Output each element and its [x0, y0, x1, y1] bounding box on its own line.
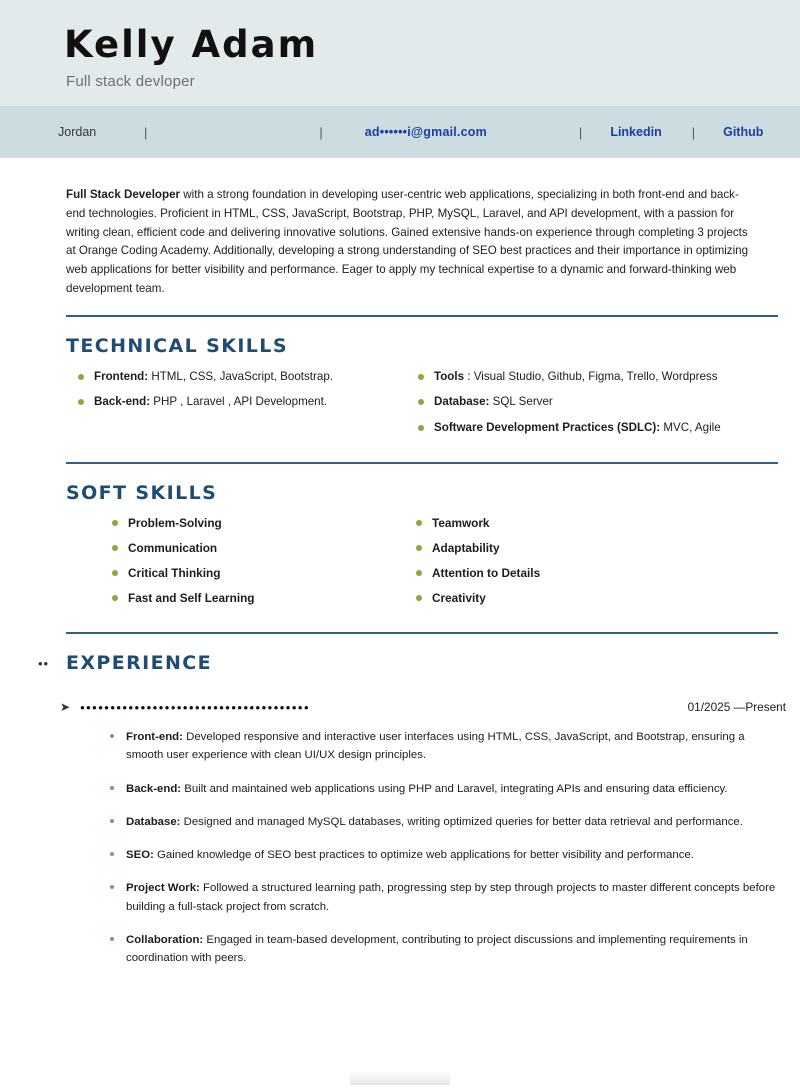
linkedin-link[interactable]: Linkedin — [610, 125, 662, 139]
technical-skills-right — [416, 369, 768, 446]
list-item — [110, 728, 784, 765]
list-item: Problem-Solving — [110, 516, 410, 530]
margin-dots-marker: •• — [38, 656, 50, 671]
skill-value: PHP , Laravel , API Development. — [150, 395, 328, 409]
section-title-soft-skills: SOFT SKILLS — [66, 482, 218, 505]
list-item — [110, 846, 784, 864]
list-item: Teamwork — [414, 516, 714, 530]
experience-company-redacted: •••••••••••••••••••••••••••••••••••••• — [80, 700, 311, 714]
experience-bullets — [0, 728, 800, 967]
page-bottom-fade — [350, 1071, 450, 1085]
soft-skills-left — [66, 516, 410, 616]
skill-value: : Visual Studio, Github, Figma, Trello, Wordpress — [464, 369, 718, 383]
summary-text: with a strong foundation in developing user-centric web applications, specializing in both front-end and back-end technologies. Proficient in HTML, CSS, JavaScript, Bootstrap, PHP, MySQL, Laravel, and API development, with a passion for writing clean, efficient code and delivering innovative solutions. Gained extensive hands-on experience through completing 3 projects at Orange Coding Academy. Additionally, developing a strong understanding of SEO best practices and their importance in optimizing web applications for better visibility and performance. Eager to apply my technical expertise to a dynamic and forward-thinking web development team. — [66, 188, 749, 295]
list-item: Adaptability — [414, 541, 714, 555]
separator-1: | — [144, 124, 148, 140]
soft-skills-right — [410, 516, 714, 616]
divider-3 — [66, 632, 778, 634]
separator-2: | — [319, 124, 323, 140]
list-item: Creativity — [414, 591, 714, 605]
bullet-label: Back-end: — [126, 782, 182, 795]
skill-label: Frontend: — [94, 369, 149, 383]
list-item — [416, 394, 768, 411]
resume-header — [0, 0, 800, 106]
professional-summary — [66, 186, 768, 299]
list-item — [110, 879, 784, 916]
bullet-text: Engaged in team-based development, contributing to project discussions and implementing requirements in coordination with peers. — [126, 933, 748, 965]
summary-lead: Full Stack Developer — [66, 188, 181, 201]
skill-label: Software Development Practices (SDLC): — [434, 421, 661, 435]
list-item — [76, 369, 416, 386]
divider-1 — [66, 315, 778, 317]
bullet-text: Developed responsive and interactive user interfaces using HTML, CSS, JavaScript, and Bootstrap, ensuring a smooth user experience with clean UI/UX design principles. — [126, 731, 745, 762]
bullet-text: Built and maintained web applications using PHP and Laravel, integrating APIs and ensuring data efficiency. — [181, 782, 728, 795]
skill-label: Back-end: — [94, 395, 151, 409]
list-item: Communication — [110, 541, 410, 555]
technical-skills-columns — [66, 369, 768, 446]
experience-date: 01/2025 —Present — [687, 700, 786, 715]
technical-skills-left — [66, 369, 416, 446]
contact-location: Jordan — [58, 125, 97, 139]
soft-skills-columns — [66, 516, 768, 616]
skill-value: SQL Server — [489, 395, 553, 409]
list-item — [110, 780, 784, 798]
github-link[interactable]: Github — [723, 125, 764, 139]
list-item — [110, 813, 784, 831]
arrow-icon: ➤ — [60, 700, 71, 715]
bullet-label: Project Work: — [126, 882, 200, 895]
bullet-label: SEO: — [126, 849, 154, 862]
list-item — [76, 394, 416, 411]
list-item: Attention to Details — [414, 566, 714, 580]
bullet-text: Gained knowledge of SEO best practices to optimize web applications for better visibility and performance. — [153, 849, 694, 862]
bullet-label: Collaboration: — [126, 933, 204, 946]
bullet-text: Designed and managed MySQL databases, writing optimized queries for better data retrieval and performance. — [180, 815, 743, 828]
bullet-text: Followed a structured learning path, progressing step by step through projects to master different concepts before building a full-stack project from scratch. — [126, 882, 776, 913]
skill-label: Tools — [434, 369, 465, 383]
skill-value: HTML, CSS, JavaScript, Bootstrap. — [148, 369, 334, 383]
bullet-label: Database: — [126, 815, 181, 828]
separator-4: | — [691, 124, 696, 140]
skill-label: Database: — [434, 395, 490, 409]
skill-value: MVC, Agile — [660, 421, 721, 435]
section-title-technical-skills: TECHNICAL SKILLS — [66, 334, 288, 357]
divider-2 — [66, 462, 778, 464]
section-title-experience: EXPERIENCE — [66, 652, 213, 675]
list-item: Critical Thinking — [110, 566, 410, 580]
bullet-label: Front-end: — [126, 731, 183, 744]
contact-email[interactable]: ad••••••i@gmail.com — [364, 125, 487, 139]
experience-entry-header — [0, 700, 800, 714]
list-item — [416, 420, 768, 437]
list-item — [110, 931, 784, 968]
page-title: Kelly Adam — [64, 23, 319, 66]
job-title: Full stack devloper — [66, 72, 195, 90]
list-item: Fast and Self Learning — [110, 591, 410, 605]
list-item — [416, 369, 768, 386]
separator-3: | — [578, 124, 583, 140]
contact-bar — [0, 106, 800, 158]
